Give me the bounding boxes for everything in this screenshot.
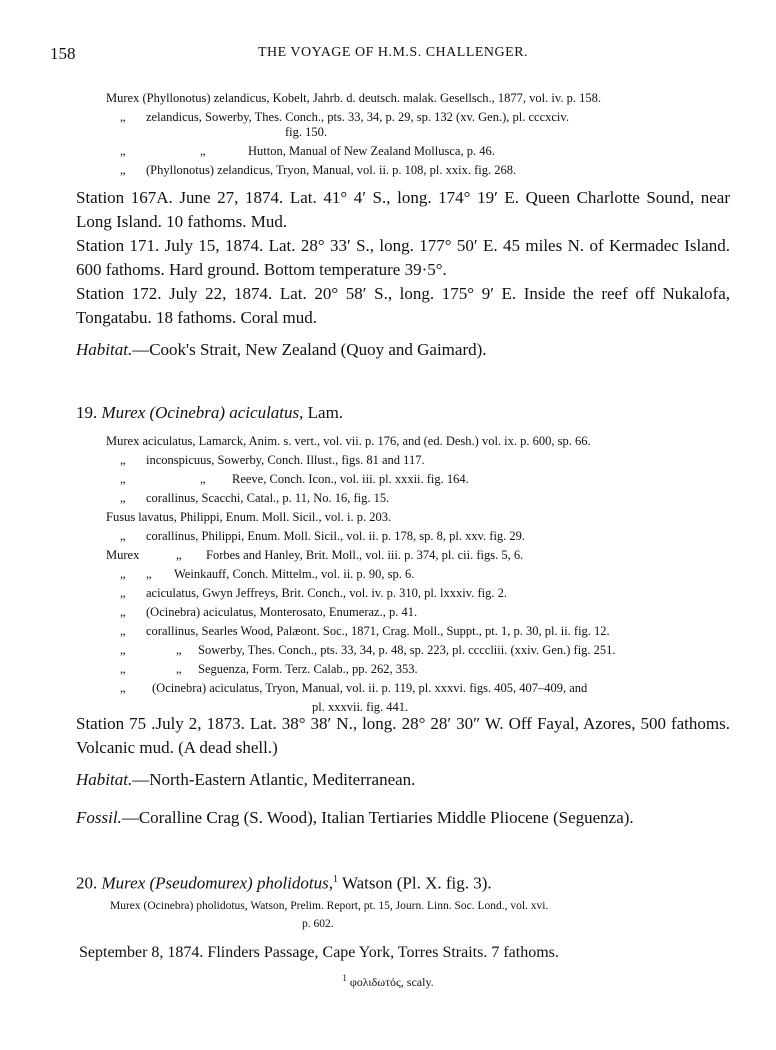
synonym-line: „ aciculatus, Gwyn Jeffreys, Brit. Conch., vol. iv. p. 310, pl. lxxxiv. fig. 2. — [120, 586, 507, 600]
station-171: Station 171. July 15, 1874. Lat. 28° 33′ S., long. 177° 50′ E. 45 miles N. of Kermadec Island. 600 fathoms. Hard ground. Bottom temperature 39·5°. — [76, 236, 730, 279]
station-172: Station 172. July 22, 1874. Lat. 20° 58′ S., long. 175° 9′ E. Inside the reef off Nukalofa, Tongatabu. 18 fathoms. Coral mud. — [76, 284, 730, 327]
synonym-line: „ corallinus, Philippi, Enum. Moll. Sicil., vol. ii. p. 178, sp. 8, pl. xxv. fig. 29. — [120, 529, 526, 543]
species-heading-20: 20. Murex (Pseudomurex) pholidotus,$^1$ Watson (Pl. X. fig. 3). — [76, 873, 492, 893]
synonym-line: „ inconspicuus, Sowerby, Conch. Illust., figs. 81 and 117. — [120, 453, 425, 467]
synonym-line: Murex (Phyllonotus) zelandicus, Kobelt, Jahrb. d. deutsch. malak. Gesellsch., 1877, vol. iv. p. 158. — [106, 91, 601, 105]
synonym-line: „ corallinus, Searles Wood, Palæont. Soc., 1871, Crag. Moll., Suppt., pt. 1, p. 30, pl. ii. fig. 12. — [120, 624, 610, 638]
synonym-line: „ zelandicus, Sowerby, Thes. Conch., pts. 33, 34, p. 29, sp. 132 (xv. Gen.), pl. cccxciv. — [120, 110, 569, 124]
synonym-line: Fusus lavatus, Philippi, Enum. Moll. Sicil., vol. i. p. 203. — [106, 510, 392, 524]
footnote: $^1$ φολιδωτός, scaly. — [342, 973, 434, 989]
species-heading-19: 19. Murex (Ocinebra) aciculatus, Lam. — [76, 403, 344, 422]
page-number: 158 — [50, 44, 76, 63]
synonym-line: „ „ Sowerby, Thes. Conch., pts. 33, 34, p. 48, sp. 223, pl. ccccliii. (xxiv. Gen.) fig. 251. — [120, 643, 616, 657]
synonym-line: p. 602. — [302, 918, 334, 930]
habitat-19: Habitat.—North-Eastern Atlantic, Mediterranean. — [76, 770, 416, 789]
synonym-line: „ corallinus, Scacchi, Catal., p. 11, No. 16, fig. 15. — [120, 491, 390, 505]
habitat-label: Habitat. — [76, 340, 133, 359]
synonym-line: „ „ Hutton, Manual of New Zealand Mollusca, p. 46. — [120, 144, 495, 158]
synonym-line: Murex aciculatus, Lamarck, Anim. s. vert., vol. vii. p. 176, and (ed. Desh.) vol. ix. p. 600, sp. 66. — [106, 434, 591, 448]
synonym-line: „ (Ocinebra) aciculatus, Tryon, Manual, vol. ii. p. 119, pl. xxxvi. figs. 405, 407–409, and — [120, 681, 588, 695]
synonym-line: pl. xxxvii. fig. 441. — [312, 700, 409, 714]
synonym-line: Murex (Ocinebra) pholidotus, Watson, Prelim. Report, pt. 15, Journ. Linn. Soc. Lond., vol. xvi. — [110, 900, 549, 912]
running-header — [50, 44, 736, 66]
running-title: THE VOYAGE OF H.M.S. CHALLENGER. — [257, 45, 529, 60]
synonym-line: Murex „ Forbes and Hanley, Brit. Moll., vol. iii. p. 374, pl. cii. figs. 5, 6. — [106, 548, 524, 562]
fossil-19: Fossil.—Coralline Crag (S. Wood), Italian Tertiaries Middle Pliocene (Seguenza). — [76, 808, 634, 827]
synonym-line: „ (Ocinebra) aciculatus, Monterosato, Enumeraz., p. 41. — [120, 605, 418, 619]
habitat-18: Habitat.—Cook's Strait, New Zealand (Quoy and Gaimard). — [76, 340, 487, 359]
station-20: September 8, 1874. Flinders Passage, Cape York, Torres Straits. 7 fathoms. — [79, 944, 559, 961]
synonym-line: „ „ Reeve, Conch. Icon., vol. iii. pl. xxxii. fig. 164. — [120, 472, 469, 486]
synonym-line: „ (Phyllonotus) zelandicus, Tryon, Manual, vol. ii. p. 108, pl. xxix. fig. 268. — [120, 163, 517, 177]
synonym-line: „ „ Weinkauff, Conch. Mittelm., vol. ii. p. 90, sp. 6. — [120, 567, 415, 581]
synonym-line: „ „ Seguenza, Form. Terz. Calab., pp. 262, 353. — [120, 662, 418, 676]
station-75: Station 75 .July 2, 1873. Lat. 38° 38′ N., long. 28° 28′ 30″ W. Off Fayal, Azores, 500 fathoms. Volcanic mud. (A dead shell.) — [76, 714, 730, 757]
station-167a: Station 167A. June 27, 1874. Lat. 41° 4′ S., long. 174° 19′ E. Queen Charlotte Sound, near Long Island. 10 fathoms. Mud. — [76, 188, 730, 231]
synonym-line: fig. 150. — [285, 125, 328, 139]
